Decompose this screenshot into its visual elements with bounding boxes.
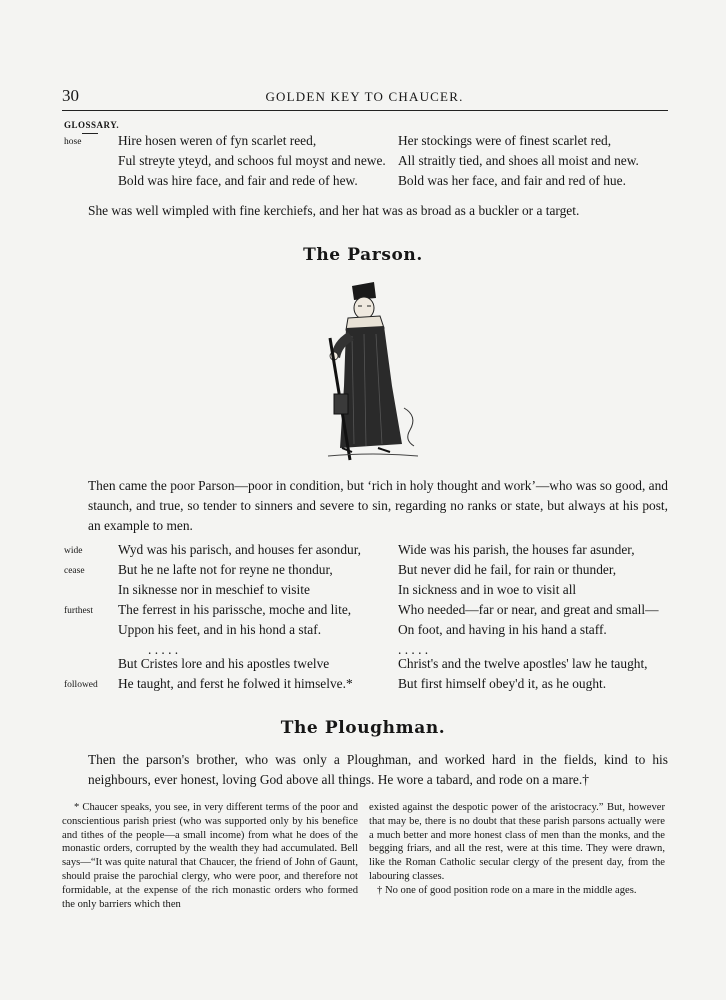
middle-english-line: Wyd was his parisch, and houses fer asondur, — [118, 542, 361, 557]
verse-line — [0, 676, 726, 697]
parson-illustration — [318, 276, 428, 466]
verse-line — [0, 542, 726, 563]
wife-paragraph: She was well wimpled with fine kerchiefs, and her hat was as broad as a buckler or a target. — [88, 203, 580, 218]
middle-english-line: But Cristes lore and his apostles twelve — [118, 656, 330, 671]
verse-line — [0, 602, 726, 623]
footnote-left-column — [62, 801, 358, 911]
modern-english-line: Bold was her face, and fair and red of hue. — [398, 173, 626, 188]
gloss-word: wide — [64, 546, 83, 556]
parson-paragraph: Then came the poor Parson—poor in condition, but ‘rich in holy thought and work’—who was so good, and staunch, and true, so tender to sinners and severe to sin, regarding no ranks or state, but always at his post, an example to men. — [88, 478, 668, 533]
ploughman-paragraph: Then the parson's brother, who was only a Ploughman, and worked hard in the fields, kind to his neighbours, ever honest, loving God above all things. He wore a tabard, and rode on a mare.† — [88, 752, 668, 787]
verse-line — [0, 656, 726, 677]
middle-english-line: Uppon his feet, and in his hond a staf. — [118, 622, 322, 637]
gloss-word: cease — [64, 566, 85, 576]
verse-line — [0, 133, 726, 154]
gloss-word: followed — [64, 680, 98, 690]
parson-heading: The Parson. — [303, 245, 423, 265]
modern-english-line: All straitly tied, and shoes all moist and new. — [398, 153, 639, 168]
header-rule — [62, 110, 668, 111]
footnote-text: existed against the despotic power of the aristocracy.” But, however that may be, there is no doubt that these parish parsons actually were a much better and more honest class of men than the monks, and the begging friars, and all the rest, were at this time. They were drawn, like the Roman Catholic secular clergy of the present day, from the labouring classes. — [369, 802, 665, 882]
modern-english-line: In sickness and in woe to visit all — [398, 582, 577, 597]
running-title: GOLDEN KEY TO CHAUCER. — [265, 89, 464, 104]
footnote-right-column — [369, 801, 665, 898]
middle-english-line: But he ne lafte not for reyne ne thondur, — [118, 562, 333, 577]
page-header — [62, 86, 667, 108]
page-number: 30 — [62, 86, 79, 105]
modern-english-line: Wide was his parish, the houses far asunder, — [398, 542, 635, 557]
gloss-word: hose — [64, 137, 82, 147]
verse-line — [0, 562, 726, 583]
verse-line — [0, 173, 726, 194]
verse-line — [0, 582, 726, 603]
middle-english-line: The ferrest in his parissche, moche and lite, — [118, 602, 352, 617]
glossary-label: GLOSSARY. — [64, 120, 120, 130]
modern-english-line: Christ's and the twelve apostles' law he taught, — [398, 656, 648, 671]
modern-english-line: But first himself obey'd it, as he ought. — [398, 676, 607, 691]
footnote-text: * Chaucer speaks, you see, in very different terms of the poor and conscientious parish priest (who was supported only by his benefice and tithes of the people—a small income) from what he does of the monastic orders, corrupted by the wealth they had accumulated. Bell says—“It was quite natural that Chaucer, the friend of John of Gaunt, should praise the parochial clergy, who were poor, and therefore not formidable, at the expense of the rich monastic orders who formed the only barriers which then — [62, 802, 358, 910]
ploughman-heading: The Ploughman. — [280, 718, 446, 738]
verse-line — [0, 622, 726, 643]
middle-english-line: Ful streyte yteyd, and schoos ful moyst and newe. — [118, 153, 386, 168]
modern-english-line: Who needed—far or near, and great and small— — [398, 602, 659, 617]
ellipsis-dots: . . . . . — [148, 642, 179, 657]
middle-english-line: In siknesse nor in meschief to visite — [118, 582, 310, 597]
modern-english-line: Her stockings were of finest scarlet red, — [398, 133, 612, 148]
modern-english-line: But never did he fail, for rain or thunder, — [398, 562, 617, 577]
modern-english-line: On foot, and having in his hand a staff. — [398, 622, 607, 637]
middle-english-line: He taught, and ferst he folwed it himselve.* — [118, 676, 353, 691]
ellipsis-dots: . . . . . — [398, 642, 429, 657]
verse-line — [0, 153, 726, 174]
footnote-text: † No one of good position rode on a mare in the middle ages. — [377, 884, 637, 896]
middle-english-line: Bold was hire face, and fair and rede of hew. — [118, 173, 358, 188]
gloss-word: furthest — [64, 606, 94, 616]
middle-english-line: Hire hosen weren of fyn scarlet reed, — [118, 133, 317, 148]
